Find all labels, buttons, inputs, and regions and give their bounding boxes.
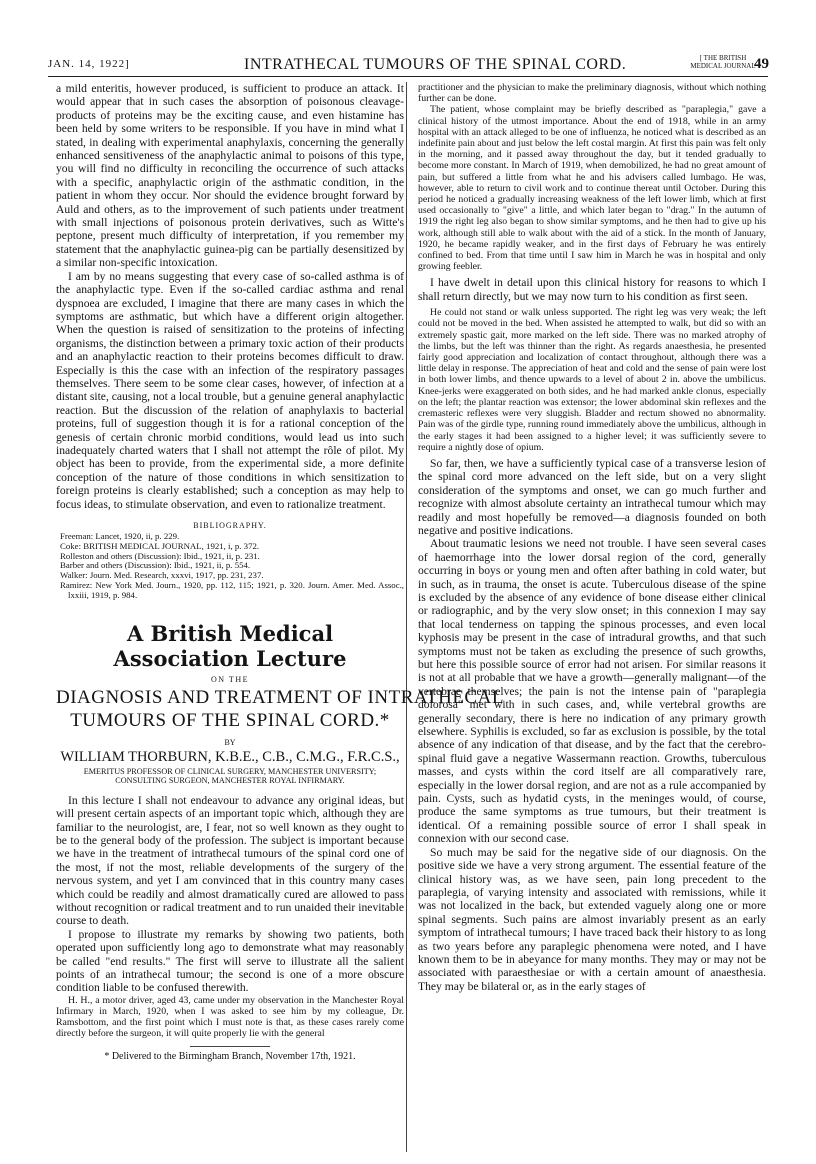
issue-date: JAN. 14, 1922] — [48, 58, 130, 70]
bibliography-entry: Walker: Journ. Med. Research, xxxvi, 1917, pp. 231, 237. — [60, 570, 264, 581]
header-rule — [48, 76, 768, 77]
footnote-rule — [190, 1046, 270, 1047]
bibliography-entry: Coke: BRITISH MEDICAL JOURNAL, 1921, i, p. 372. — [60, 540, 260, 551]
lecture-title-line2: TUMOURS OF THE SPINAL CORD.* — [70, 709, 390, 731]
bibliography-entry: Freeman: Lancet, 1920, ii, p. 229. — [60, 531, 180, 541]
paragraph: I have dwelt in detail upon this clinical history for reasons to which I shall return directly, but we may now turn to his condition as first seen. — [418, 276, 766, 303]
right-column — [418, 82, 766, 993]
author-affiliation — [56, 767, 404, 786]
paragraph: So much may be said for the negative side of our diagnosis. On the positive side we have a very strong argument. The essential feature of the clinical history was, as we have seen, pain long precedent to the paraplegia, of varying intensity and associated with remissions, while it was not localized in the back, but extended vaguely along one or more spinal segments. Such pains are almost invariably present as an early symptom of intrathecal tumours; I have traced back their history to as long as two years before any paraplegic phenomena were noted, and I have known them to be in abeyance for many months. They may or may not be associated with paraesthesiae or with a certain amount of anaesthesia. They may be bilateral or, as in the early stages of — [418, 845, 766, 993]
paragraph: a mild enteritis, however produced, is sufficient to produce an attack. It would appear that in such cases the absorption of poisonous cleavage-products of proteins may be the exciting cause, and even histamine has been held by some writers to be responsible. If you have in mind what I stated, in dealing with experimental anaphylaxis, concerning the generally enhanced sensitiveness of the anaphylactic animal to poisons of this type, you will find no difficulty in reconciling the occurrence of such attacks with a specific, anaphylactic origin of the asthmatic condition, in the patient in whom they occur. Nor should the evidence brought forward by Auld and others, as to the improvement of such patients under treatment with small injections of poisonous protein derivatives, such as Witte's peptone, present much difficulty of interpretation, if you remember my statement that the anaphylactic guinea-pig can be partially desensitized by a similar non-specific intoxication. — [56, 82, 404, 270]
bibliography-heading: BIBLIOGRAPHY. — [193, 521, 267, 530]
affiliation-line: EMERITUS PROFESSOR OF CLINICAL SURGERY, MANCHESTER UNIVERSITY; — [83, 766, 377, 776]
paragraph: So far, then, we have a sufficiently typical case of a transverse lesion of the spinal cord more advanced on the left side, but on a very slight consideration of the symptoms and onset, we can go much further and recognize with almost absolute certainty an intrathecal tumour which may readily and most hopefully be removed—a diagnosis founded on both negative and positive indications. — [418, 456, 766, 537]
bibliography-entry: Barber and others (Discussion): Ibid., 1921, ii, p. 554. — [60, 560, 251, 571]
lecture-heading: A British Medical Association Lecture — [113, 620, 347, 671]
by-label: BY — [224, 737, 236, 747]
paragraph: I propose to illustrate my remarks by showing two patients, both operated upon sufficiently long ago to demonstrate what may reasonably be called "end results." The first will serve to illustrate all the salient points of an intrathecal tumour; the second is one of a more obscure condition liable to be confused therewith. — [56, 927, 404, 995]
author-name: WILLIAM THORBURN, K.B.E., C.B., C.M.G., F.R.C.S., — [60, 748, 400, 765]
page-number: 49 — [754, 56, 769, 72]
case-report: The patient, whose complaint may be briefly described as "paraplegia," gave a clinical history of the utmost importance. About the end of 1918, while in an army hospital with an attack alleged to be one of influenza, he noticed what is described as an indefinite pain about and just below the left costal margin. At first this pain was felt only in the morning, and it passed away throughout the day, but it tended gradually to become more constant. In March of 1919, when demobilized, he had no great amount of pain, but suffered a little from what he and his advisers called lumbago. He was, however, able to return to civil work and to continue thereat until October. During this period he noticed a gradually increasing weakness of the left lower limb, which at first used occasionally to "give" a little, and which later began to "drag." In the autumn of 1919 the right leg also began to show similar symptoms, and he then had to give up his work, although still able to walk about with the aid of a stick. In the month of January, 1920, he became rapidly weaker, and in the first days of February he was entirely confined to bed. From that time until I saw him in March he was in hospital and only growing feebler. — [418, 104, 766, 273]
case-report: H. H., a motor driver, aged 43, came under my observation in the Manchester Royal Infirmary in March, 1920, when I was asked to see him by my colleague, Dr. Ramsbottom, and the first point which I must note is that, as these cases rarely come directly before the surgeon, it will quite properly lie with the general — [56, 994, 404, 1040]
affiliation-line: CONSULTING SURGEON, MANCHESTER ROYAL INFIRMARY. — [115, 776, 345, 786]
bibliography-entry: Ramirez: New York Med. Journ., 1920, pp. 112, 115; 1921, p. 320. Journ. Amer. Med. Assoc., lxxiii, 1919, p. 984. — [60, 579, 404, 600]
footnote: * Delivered to the Birmingham Branch, November 17th, 1921. — [104, 1050, 356, 1062]
column-divider — [406, 82, 407, 1152]
left-column — [56, 82, 504, 1062]
on-the-label: ON THE — [211, 674, 249, 684]
lecture-title-line1: DIAGNOSIS AND TREATMENT OF INTRATHECAL — [56, 686, 504, 708]
case-report: He could not stand or walk unless supported. The right leg was very weak; the left could not be moved in the bed. When assisted he attempted to walk, but did so with an extremely spastic gait, more marked on the left side. There was no marked atrophy of the limbs, but the left was thinner than the right. As regards anaesthesia, he presented fairly good appreciation and localization of contact throughout, although there was a little delay in response. The appreciation of heat and cold and the sense of pain were lost in both lower limbs, and thence upwards to a level of about 2 in. above the umbilicus. Knee-jerks were exaggerated on both sides, and he had marked ankle clonus, especially on the left; the plantar reaction was extensor; the lower abdominal skin reflexes and the cremasteric reflexes were very sluggish. Bladder and rectum showed no abnormality. Pain was of the girdle type, running round immediately above the umbilicus, although in the early stages it had been assigned to a higher level; it was sufficiently severe to require a nightly dose of opium. — [418, 307, 766, 453]
bibliography-entry: Rolleston and others (Discussion): Ibid., 1921, ii, p. 231. — [60, 550, 260, 561]
case-report: practitioner and the physician to make the preliminary diagnosis, without which nothing further can be done. — [418, 82, 766, 105]
paragraph: About traumatic lesions we need not trouble. I have seen several cases of haemorrhage into the lower dorsal region of the cord, generally occurring in boys or young men and often after bathing in cold water, but in such, as in trauma, the onset is acute. Tuberculous disease of the spine is excluded by the absence of any evidence of bone disease either clinical or radiographic, and by the very slow onset; in this connexion I may say that local tenderness on tapping the spinous processes, and even local kyphosis may be present in the case of intradural growths, and that such symptoms must not be taken as excluding the presence of such growths, but here this possible source of error had not arisen. For similar reasons it is not at all probable that we have a growth—generally malignant—of the vertebrae themselves; the pain is not the intense pain of "paraplegia dolorosa" met with in such cases, and, while vertebral growths are generally secondary, there is here no indication of any primary growth elsewhere. Syphilis is excluded, so far as exclusion is possible, by the total absence of any indication of that disease, and by the fact that the cerebro-spinal fluid gave a negative Wassermann reaction. Growths, tuberculous masses, and cysts within the cord itself are all comparatively rare, especially in the lower dorsal region, and are not as a rule accompanied by pain. Cysts, such as hydatid cysts, in the meninges would, of course, produce the same symptoms as true tumours, but their treatment is identical. Of a remaining possible source of error I shall speak in connexion with our second case. — [418, 537, 766, 846]
running-header — [48, 56, 768, 76]
paragraph: In this lecture I shall not endeavour to advance any original ideas, but will present certain aspects of an important topic which, although they are familiar to the neurologist, are, I fear, not so well known as they ought to be to the general body of the profession. The subject is important because we have in the treatment of intrathecal tumours of the spinal cord one of the most, if not the most, reliable developments of the surgery of the nervous system, and yet I am convinced that in this country many cases which could be readily and almost dramatically cured are allowed to pass without recognition or radical treatment and to run unaided their inevitable course to death. — [56, 793, 404, 928]
paragraph: I am by no means suggesting that every case of so-called asthma is of the anaphylactic type. Even if the so-called cardiac asthma and renal dyspnoea are excluded, I imagine that there are many cases in which the symptoms are asthmatic, but which have a different origin altogether. When the question is raised of sensitization to the proteins of infecting organisms, the distinction between a primary toxic action of their products and an anaphylactic reaction to their proteins becomes difficult to draw. Especially is this the case with an infection of the respiratory passages themselves. There seem to be some clear cases, however, of infection at a distant site, causing, not a local trouble, but a genuine general anaphylactic reaction. But the discussion of the relation of anaphylaxis to bacterial proteins, full of suggestion though it is for a rational conception of the genesis of certain chronic morbid conditions, would lead us into such inadequately charted waters that I shall not attempt the rôle of pilot. My object has been to provide, from the experimental side, a more definite conception of the nature of those conditions in which sensitization to foreign proteins is clearly established; such a conception as may help to focus ideas, to stimulate observation, and even to rationalize treatment. — [56, 269, 404, 511]
journal-name: [ THE BRITISH MEDICAL JOURNAL — [690, 54, 756, 70]
running-title: INTRATHECAL TUMOURS OF THE SPINAL CORD. — [244, 56, 627, 73]
